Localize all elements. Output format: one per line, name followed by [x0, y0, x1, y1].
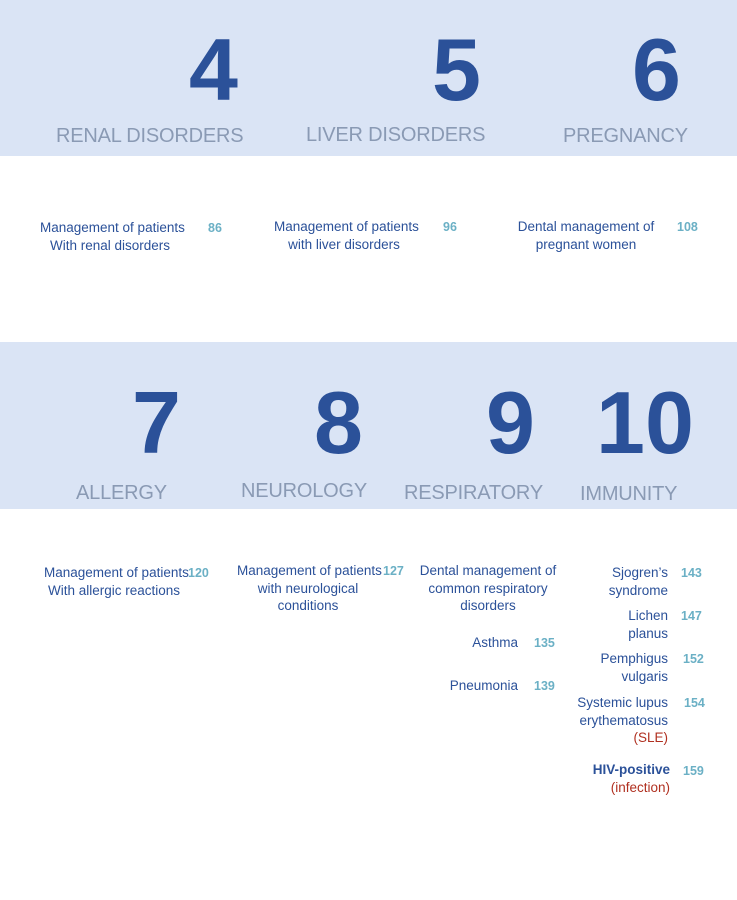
toc-entry-pregnancy-management[interactable] — [516, 218, 656, 253]
entry-line: Dental management of — [517, 219, 655, 234]
entry-line: With allergic reactions — [47, 582, 181, 598]
toc-entry-respiratory-management[interactable] — [418, 562, 558, 615]
chapter-10-number: 10 — [596, 373, 694, 472]
entry-line: erythematosus — [579, 712, 668, 728]
entry-line: conditions — [277, 598, 339, 613]
toc-entry-sle[interactable] — [550, 694, 668, 747]
toc-entry-sjogrens[interactable] — [560, 564, 668, 599]
page-number[interactable]: 96 — [443, 220, 457, 234]
entry-line: HIV-positive — [592, 762, 670, 777]
entry-line: (infection) — [610, 779, 670, 795]
page-number[interactable]: 159 — [683, 764, 704, 778]
page-number[interactable]: 147 — [681, 609, 702, 623]
page-number[interactable]: 152 — [683, 652, 704, 666]
entry-line: Management of patients — [40, 220, 185, 235]
page-number[interactable]: 108 — [677, 220, 698, 234]
toc-entry-lichen-planus[interactable] — [560, 607, 668, 642]
toc-entry-pemphigus[interactable] — [560, 650, 668, 685]
chapter-8-number: 8 — [314, 373, 363, 472]
page-number[interactable]: 139 — [534, 679, 555, 693]
entry-line: Pemphigus — [600, 651, 668, 666]
entry-line: (SLE) — [633, 730, 668, 745]
toc-entry-renal-management[interactable] — [40, 219, 185, 254]
entry-line: Management of patients — [274, 219, 419, 234]
chapter-6-number: 6 — [632, 20, 681, 119]
entry-line: with liver disorders — [288, 236, 400, 252]
entry-line: Dental management of — [419, 563, 557, 578]
entry-line: With renal disorders — [49, 237, 171, 253]
entry-line: Management of patients — [237, 563, 382, 578]
page-number[interactable]: 120 — [188, 566, 209, 580]
page-number[interactable]: 86 — [208, 221, 222, 235]
entry-line: Management of patients — [44, 565, 189, 580]
entry-line: Systemic lupus — [577, 695, 668, 710]
chapter-5-title[interactable]: LIVER DISORDERS — [306, 124, 486, 146]
entry-line: vulgaris — [621, 668, 668, 684]
page-number[interactable]: 127 — [383, 564, 404, 578]
page-number[interactable]: 135 — [534, 636, 555, 650]
entry-line: Lichen — [628, 608, 668, 623]
toc-entry-liver-management[interactable] — [274, 218, 419, 253]
chapter-9-number: 9 — [486, 373, 535, 472]
chapter-5-number: 5 — [432, 20, 481, 119]
entry-line: Sjogren’s — [611, 565, 668, 580]
entry-line: planus — [628, 625, 668, 641]
toc-entry-neurology-management[interactable] — [237, 562, 382, 615]
chapter-4-title[interactable]: RENAL DISORDERS — [56, 125, 244, 147]
toc-entry-hiv[interactable] — [560, 761, 670, 796]
toc-entry-asthma[interactable]: Asthma — [472, 635, 518, 650]
chapter-7-title[interactable]: ALLERGY — [76, 482, 167, 504]
toc-entry-pneumonia[interactable]: Pneumonia — [449, 678, 518, 693]
entry-line: disorders — [460, 598, 516, 613]
toc-entry-allergy-management[interactable] — [44, 564, 189, 599]
page-number[interactable]: 154 — [684, 696, 705, 710]
page-number[interactable]: 143 — [681, 566, 702, 580]
entry-line: common respiratory — [428, 580, 548, 596]
chapter-10-title[interactable]: IMMUNITY — [580, 483, 678, 505]
chapter-9-title[interactable]: RESPIRATORY — [404, 482, 543, 504]
entry-line: pregnant women — [535, 236, 637, 252]
chapter-8-title[interactable]: NEUROLOGY — [241, 480, 368, 502]
chapter-6-title[interactable]: PREGNANCY — [563, 125, 688, 147]
chapter-7-number: 7 — [132, 373, 181, 472]
entry-line: syndrome — [608, 582, 668, 598]
chapter-4-number: 4 — [189, 20, 238, 119]
entry-line: with neurological — [257, 580, 359, 596]
